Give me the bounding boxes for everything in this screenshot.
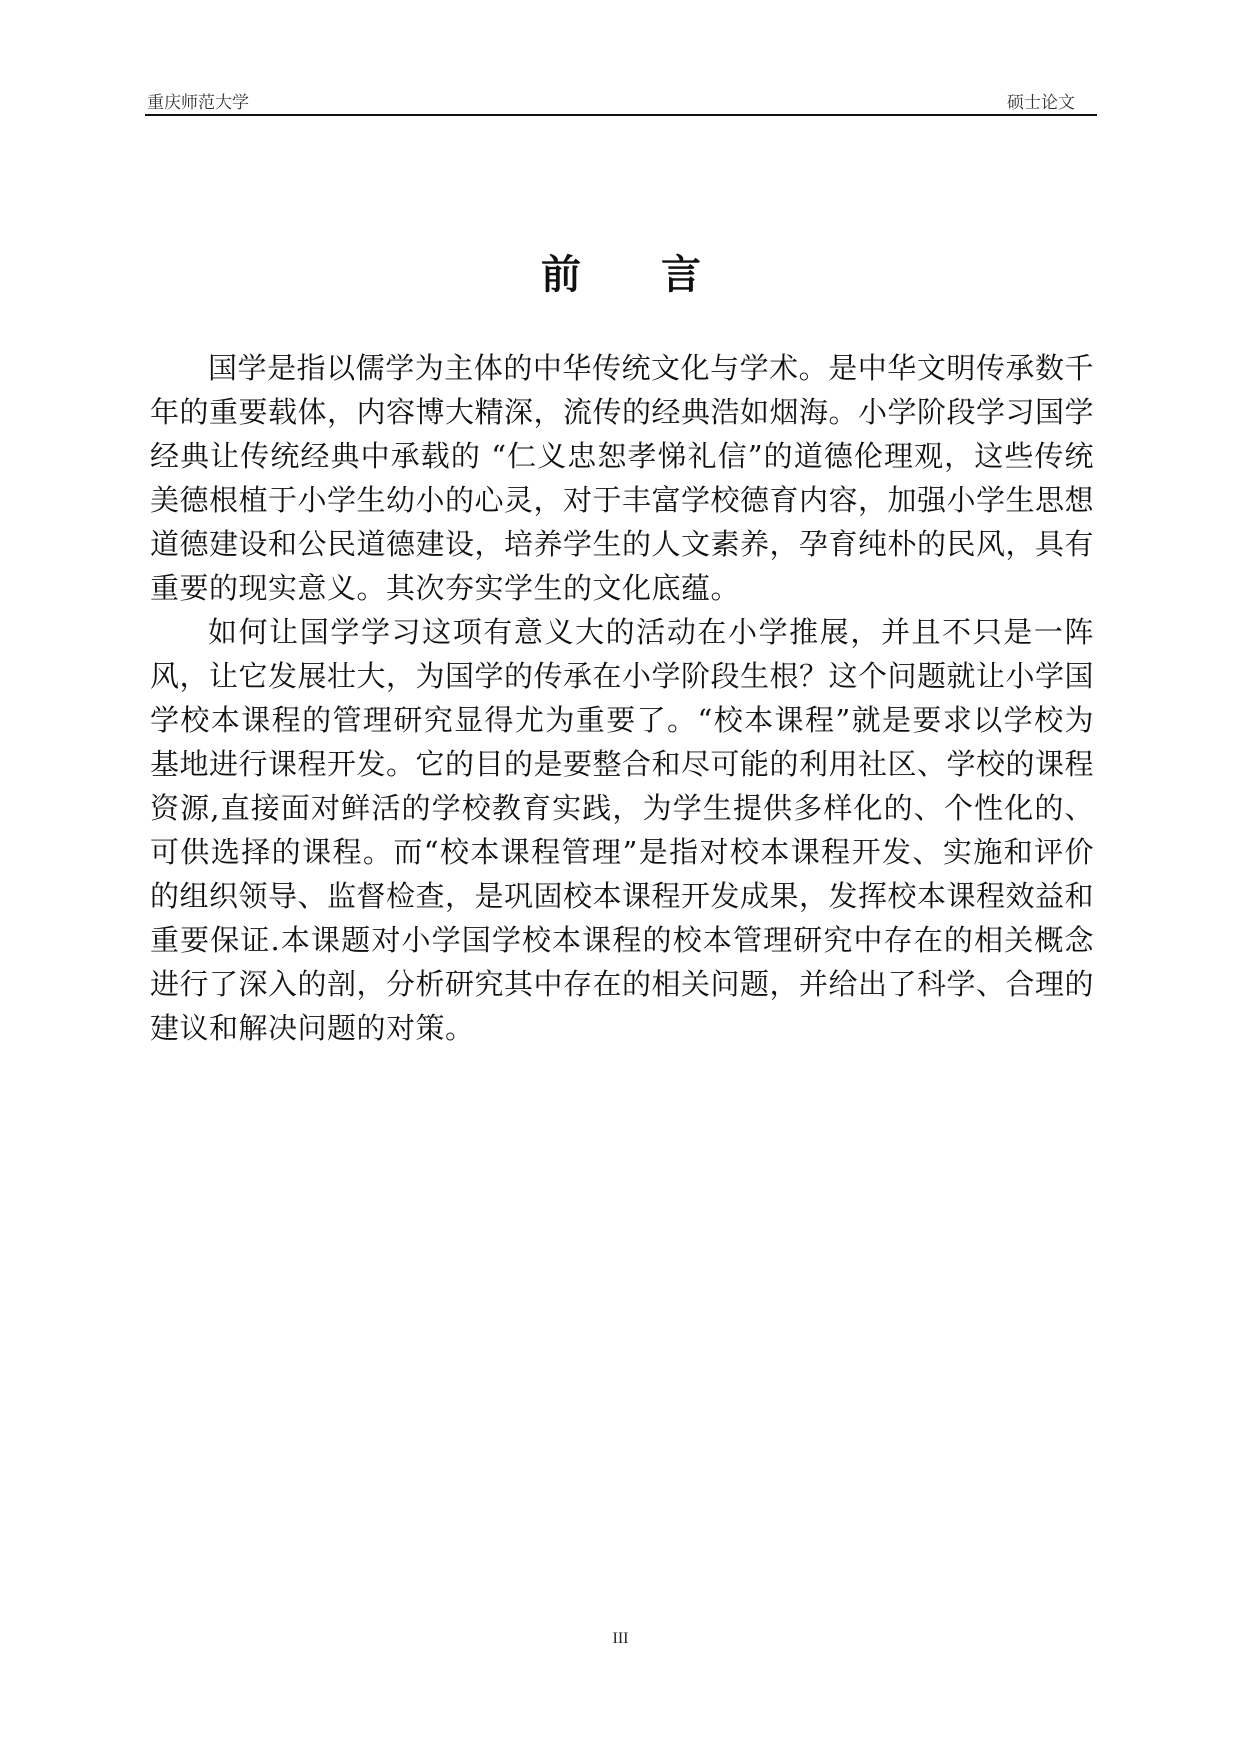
paragraph-2: 如何让国学学习这项有意义大的活动在小学推展，并且不只是一阵风，让它发展壮大，为国学的传承在小学阶段生根？这个问题就让小学国学校本课程的管理研究显得尤为重要了。“校本课程”就是要求以学校为基地进行课程开发。它的目的是要整合和尽可能的利用社区、学校的课程资源,直接面对鲜活的学校教育实践，为学生提供多样化的、个性化的、可供选择的课程。而“校本课程管理”是指对校本课程开发、实施和评价的组织领导、监督检查，是巩固校本课程开发成果，发挥校本课程效益和重要保证.本课题对小学国学校本课程的校本管理研究中存在的相关概念进行了深入的剖，分析研究其中存在的相关问题，并给出了科学、合理的建议和解决问题的对策。 (150, 615, 1095, 1045)
paragraph-1: 国学是指以儒学为主体的中华传统文化与学术。是中华文明传承数千年的重要载体，内容博大精深，流传的经典浩如烟海。小学阶段学习国学经典让传统经典中承载的 “仁义忠恕孝悌礼信”的道德伦理观，这些传统美德根植于小学生幼小的心灵，对于丰富学校德育内容，加强小学生思想道德建设和公民道德建设，培养学生的人文素养，孕育纯朴的民风，具有重要的现实意义。其次夯实学生的文化底蕴。 (150, 351, 1095, 605)
header-institution: 重庆师范大学 (147, 93, 249, 113)
page-number: III (612, 1630, 629, 1647)
running-header (145, 86, 1097, 116)
preface-body (150, 346, 1094, 1050)
header-thesis-type: 硕士论文 (1007, 93, 1075, 113)
page-title: 前言 (541, 252, 781, 298)
